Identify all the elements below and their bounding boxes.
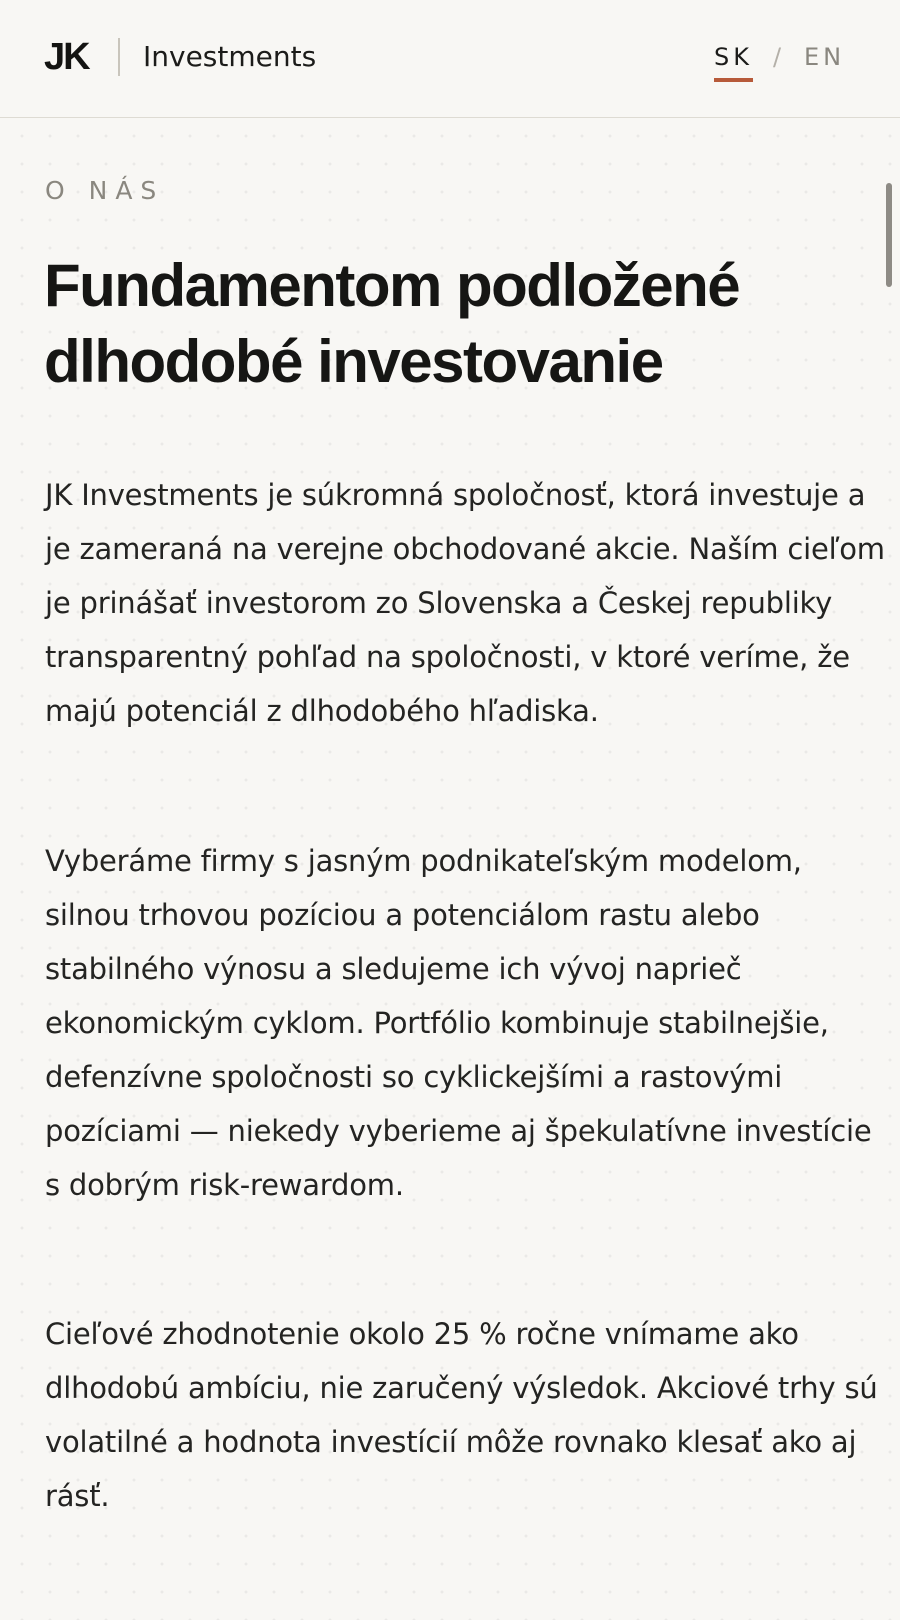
paragraph-target-return: Cieľové zhodnotenie okolo 25 % ročne vnímame ako dlhodobú ambíciu, nie zaručený výsledok. Akciové trhy sú volatilné a hodnota investícií môže rovnako klesať ako aj rásť.: [45, 1317, 878, 1513]
language-en-link[interactable]: EN: [804, 43, 846, 71]
logo[interactable]: JK: [44, 36, 89, 78]
language-sk-link[interactable]: SK: [714, 40, 753, 82]
page-title-line-1: Fundamentom podložené: [44, 252, 740, 319]
page-title-line-2: dlhodobé investovanie: [44, 328, 663, 395]
paragraph-strategy: Vyberáme firmy s jasným podnikateľským modelom, silnou trhovou pozíciou a potenciálom rastu alebo stabilného výnosu a sledujeme ich vývoj naprieč ekonomickým cyklom. Portfólio kombinuje stabilnejšie, defenzívne spoločnosti so cyklickejšími a rastovými pozíciami — niekedy vyberieme aj špekulatívne investície s dobrým risk-rewardom.: [45, 844, 872, 1202]
brand-name[interactable]: Investments: [143, 40, 317, 73]
site-header: [0, 0, 900, 118]
language-separator: /: [773, 43, 782, 71]
paragraph-intro: JK Investments je súkromná spoločnosť, ktorá investuje a je zameraná na verejne obchodované akcie. Naším cieľom je prinášať investorom zo Slovenska a Českej republiky transparentný pohľad na spoločnosti, v ktoré veríme, že majú potenciál z dlhodobého hľadiska.: [45, 478, 885, 728]
page-title: [44, 248, 864, 400]
section-eyebrow: O NÁS: [45, 176, 165, 205]
scrollbar-thumb[interactable]: [886, 183, 892, 287]
logo-divider: [118, 38, 120, 76]
